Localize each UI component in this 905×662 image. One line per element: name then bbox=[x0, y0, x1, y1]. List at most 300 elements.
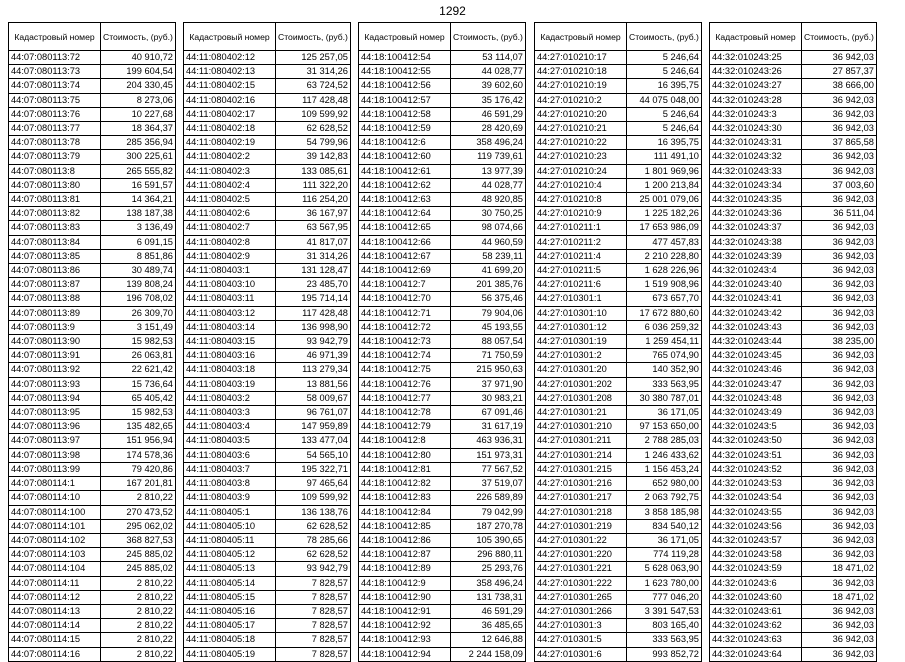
cadastral-number-cell: 44:18:100412:61 bbox=[359, 164, 451, 178]
cadastral-number-cell: 44:11:080402:2 bbox=[184, 150, 276, 164]
cadastral-number-cell: 44:07:080113:88 bbox=[9, 292, 101, 306]
cadastral-number-cell: 44:07:080114:16 bbox=[9, 647, 101, 661]
cost-cell: 125 257,05 bbox=[276, 51, 351, 65]
cadastral-number-cell: 44:07:080113:83 bbox=[9, 221, 101, 235]
table-row bbox=[535, 505, 702, 519]
table-row bbox=[184, 122, 351, 136]
cost-cell: 1 246 433,62 bbox=[627, 448, 702, 462]
table-row bbox=[9, 434, 176, 448]
cadastral-number-cell: 44:18:100412:7 bbox=[359, 278, 451, 292]
cadastral-number-cell: 44:27:010210:4 bbox=[535, 178, 627, 192]
cadastral-number-cell: 44:07:080113:77 bbox=[9, 122, 101, 136]
table-row bbox=[184, 590, 351, 604]
cost-cell: 36 942,03 bbox=[802, 278, 877, 292]
table-row bbox=[710, 178, 877, 192]
cadastral-number-cell: 44:07:080114:11 bbox=[9, 576, 101, 590]
cost-cell: 30 983,21 bbox=[451, 391, 526, 405]
cadastral-number-cell: 44:11:080402:6 bbox=[184, 207, 276, 221]
cadastral-number-cell: 44:18:100412:9 bbox=[359, 576, 451, 590]
cost-cell: 36 942,03 bbox=[802, 349, 877, 363]
cadastral-number-cell: 44:27:010301:222 bbox=[535, 576, 627, 590]
cost-cell: 44 075 048,00 bbox=[627, 93, 702, 107]
table-row bbox=[184, 604, 351, 618]
cost-cell: 53 114,07 bbox=[451, 51, 526, 65]
table-row bbox=[359, 363, 526, 377]
cost-cell: 673 657,70 bbox=[627, 292, 702, 306]
table-row bbox=[184, 249, 351, 263]
table-row bbox=[710, 590, 877, 604]
cost-cell: 226 589,89 bbox=[451, 491, 526, 505]
table-row bbox=[184, 377, 351, 391]
cost-cell: 245 885,02 bbox=[101, 562, 176, 576]
cost-cell: 15 982,53 bbox=[101, 335, 176, 349]
cost-cell: 111 491,10 bbox=[627, 150, 702, 164]
cadastral-number-cell: 44:07:080113:85 bbox=[9, 249, 101, 263]
table-row bbox=[359, 235, 526, 249]
cost-cell: 36 942,03 bbox=[802, 633, 877, 647]
table-row bbox=[359, 505, 526, 519]
cost-cell: 36 942,03 bbox=[802, 391, 877, 405]
table-row bbox=[535, 391, 702, 405]
table-row bbox=[9, 136, 176, 150]
cost-cell: 39 142,83 bbox=[276, 150, 351, 164]
cadastral-number-cell: 44:32:010243:30 bbox=[710, 122, 802, 136]
cost-cell: 56 375,46 bbox=[451, 292, 526, 306]
cost-cell: 45 193,55 bbox=[451, 320, 526, 334]
cadastral-number-cell: 44:18:100412:71 bbox=[359, 306, 451, 320]
cadastral-number-cell: 44:18:100412:89 bbox=[359, 562, 451, 576]
cost-cell: 7 828,57 bbox=[276, 576, 351, 590]
table-row bbox=[9, 93, 176, 107]
cost-cell: 54 565,10 bbox=[276, 448, 351, 462]
cadastral-number-cell: 44:07:080114:100 bbox=[9, 505, 101, 519]
cadastral-number-cell: 44:18:100412:92 bbox=[359, 619, 451, 633]
cost-cell: 65 405,42 bbox=[101, 391, 176, 405]
cadastral-number-cell: 44:18:100412:6 bbox=[359, 136, 451, 150]
cadastral-number-cell: 44:27:010301:218 bbox=[535, 505, 627, 519]
table-row bbox=[359, 51, 526, 65]
cadastral-number-cell: 44:32:010243:61 bbox=[710, 604, 802, 618]
cadastral-number-cell: 44:11:080402:3 bbox=[184, 164, 276, 178]
cost-cell: 295 062,02 bbox=[101, 519, 176, 533]
cadastral-number-cell: 44:27:010301:1 bbox=[535, 292, 627, 306]
table-row bbox=[184, 647, 351, 661]
cost-cell: 765 074,90 bbox=[627, 349, 702, 363]
cadastral-number-cell: 44:11:080402:9 bbox=[184, 249, 276, 263]
cadastral-number-cell: 44:27:010210:21 bbox=[535, 122, 627, 136]
cost-cell: 18 471,02 bbox=[802, 590, 877, 604]
cadastral-number-cell: 44:18:100412:85 bbox=[359, 519, 451, 533]
cost-cell: 15 982,53 bbox=[101, 406, 176, 420]
cadastral-number-cell: 44:32:010243:53 bbox=[710, 477, 802, 491]
cost-cell: 36 942,03 bbox=[802, 193, 877, 207]
cost-cell: 78 285,66 bbox=[276, 533, 351, 547]
cost-cell: 36 942,03 bbox=[802, 292, 877, 306]
table-row bbox=[9, 320, 176, 334]
cost-cell: 36 511,04 bbox=[802, 207, 877, 221]
table-row bbox=[535, 491, 702, 505]
table-row bbox=[710, 576, 877, 590]
cost-cell: 36 942,03 bbox=[802, 107, 877, 121]
cost-cell: 265 555,82 bbox=[101, 164, 176, 178]
table-row bbox=[9, 306, 176, 320]
cost-cell: 36 942,03 bbox=[802, 462, 877, 476]
cadastral-number-cell: 44:32:010243:46 bbox=[710, 363, 802, 377]
cost-cell: 17 653 986,09 bbox=[627, 221, 702, 235]
cost-cell: 131 738,31 bbox=[451, 590, 526, 604]
table-row bbox=[535, 93, 702, 107]
table-row bbox=[535, 150, 702, 164]
cadastral-number-cell: 44:07:080114:12 bbox=[9, 590, 101, 604]
cadastral-number-cell: 44:07:080114:103 bbox=[9, 548, 101, 562]
cost-cell: 131 128,47 bbox=[276, 264, 351, 278]
cost-cell: 44 960,59 bbox=[451, 235, 526, 249]
cadastral-number-cell: 44:27:010210:23 bbox=[535, 150, 627, 164]
cost-cell: 1 156 453,24 bbox=[627, 462, 702, 476]
cost-cell: 803 165,40 bbox=[627, 619, 702, 633]
header-cost: Стоимость, (руб.) bbox=[627, 23, 702, 51]
cadastral-number-cell: 44:32:010243:26 bbox=[710, 65, 802, 79]
table-row bbox=[710, 235, 877, 249]
table-row bbox=[710, 533, 877, 547]
cadastral-number-cell: 44:32:010243:64 bbox=[710, 647, 802, 661]
cadastral-number-cell: 44:27:010210:17 bbox=[535, 51, 627, 65]
cadastral-number-cell: 44:07:080114:104 bbox=[9, 562, 101, 576]
table-row bbox=[535, 292, 702, 306]
cost-cell: 3 858 185,98 bbox=[627, 505, 702, 519]
table-row bbox=[184, 320, 351, 334]
cost-cell: 30 489,74 bbox=[101, 264, 176, 278]
table-row bbox=[710, 477, 877, 491]
cost-cell: 36 942,03 bbox=[802, 448, 877, 462]
cost-cell: 46 591,29 bbox=[451, 107, 526, 121]
cadastral-number-cell: 44:07:080113:90 bbox=[9, 335, 101, 349]
cadastral-number-cell: 44:18:100412:75 bbox=[359, 363, 451, 377]
cadastral-number-cell: 44:11:080403:16 bbox=[184, 349, 276, 363]
cost-cell: 2 810,22 bbox=[101, 647, 176, 661]
table-row bbox=[535, 306, 702, 320]
cost-cell: 358 496,24 bbox=[451, 136, 526, 150]
cost-cell: 1 225 182,26 bbox=[627, 207, 702, 221]
table-row bbox=[535, 519, 702, 533]
cadastral-number-cell: 44:11:080403:19 bbox=[184, 377, 276, 391]
cost-cell: 2 810,22 bbox=[101, 491, 176, 505]
cadastral-number-cell: 44:18:100412:58 bbox=[359, 107, 451, 121]
table-row bbox=[535, 264, 702, 278]
table-row bbox=[710, 79, 877, 93]
cost-cell: 109 599,92 bbox=[276, 107, 351, 121]
cost-cell: 16 591,57 bbox=[101, 178, 176, 192]
cadastral-number-cell: 44:11:080403:14 bbox=[184, 320, 276, 334]
table-row bbox=[359, 335, 526, 349]
cadastral-number-cell: 44:11:080403:11 bbox=[184, 292, 276, 306]
table-row bbox=[184, 107, 351, 121]
cost-cell: 58 239,11 bbox=[451, 249, 526, 263]
table-row bbox=[359, 65, 526, 79]
cadastral-number-cell: 44:32:010243:38 bbox=[710, 235, 802, 249]
cadastral-number-cell: 44:07:080113:99 bbox=[9, 462, 101, 476]
cost-cell: 14 364,21 bbox=[101, 193, 176, 207]
cost-cell: 62 628,52 bbox=[276, 548, 351, 562]
table-row bbox=[710, 150, 877, 164]
cost-cell: 1 801 969,96 bbox=[627, 164, 702, 178]
cost-cell: 7 828,57 bbox=[276, 604, 351, 618]
table-row bbox=[9, 207, 176, 221]
cadastral-number-cell: 44:18:100412:74 bbox=[359, 349, 451, 363]
table-row bbox=[710, 249, 877, 263]
table-row bbox=[359, 122, 526, 136]
cost-cell: 23 485,70 bbox=[276, 278, 351, 292]
cadastral-number-cell: 44:27:010211:6 bbox=[535, 278, 627, 292]
cadastral-number-cell: 44:07:080114:14 bbox=[9, 619, 101, 633]
table-row bbox=[9, 51, 176, 65]
cadastral-number-cell: 44:27:010301:266 bbox=[535, 604, 627, 618]
cost-cell: 105 390,65 bbox=[451, 533, 526, 547]
cost-cell: 139 808,24 bbox=[101, 278, 176, 292]
cadastral-number-cell: 44:27:010301:211 bbox=[535, 434, 627, 448]
cadastral-number-cell: 44:11:080405:19 bbox=[184, 647, 276, 661]
cost-cell: 36 942,03 bbox=[802, 150, 877, 164]
cost-cell: 44 028,77 bbox=[451, 178, 526, 192]
table-row bbox=[535, 420, 702, 434]
cost-cell: 36 942,03 bbox=[802, 93, 877, 107]
table-row bbox=[9, 647, 176, 661]
cadastral-number-cell: 44:18:100412:86 bbox=[359, 533, 451, 547]
table-row bbox=[184, 235, 351, 249]
table-row bbox=[535, 576, 702, 590]
header-cadastral-number: Кадастровый номер bbox=[359, 23, 451, 51]
cost-cell: 36 942,03 bbox=[802, 320, 877, 334]
table-row bbox=[184, 221, 351, 235]
table-row bbox=[9, 178, 176, 192]
cost-cell: 215 950,63 bbox=[451, 363, 526, 377]
cadastral-number-cell: 44:32:010243:54 bbox=[710, 491, 802, 505]
cadastral-number-cell: 44:18:100412:69 bbox=[359, 264, 451, 278]
cadastral-number-cell: 44:07:080113:73 bbox=[9, 65, 101, 79]
cost-cell: 5 246,64 bbox=[627, 107, 702, 121]
cadastral-number-cell: 44:18:100412:78 bbox=[359, 406, 451, 420]
table-header-row bbox=[535, 23, 702, 51]
cost-cell: 30 750,25 bbox=[451, 207, 526, 221]
table-row bbox=[359, 150, 526, 164]
table-row bbox=[9, 150, 176, 164]
cadastral-number-cell: 44:32:010243:56 bbox=[710, 519, 802, 533]
cadastral-table bbox=[709, 22, 877, 662]
table-row bbox=[710, 93, 877, 107]
cadastral-number-cell: 44:11:080403:15 bbox=[184, 335, 276, 349]
cost-cell: 31 314,26 bbox=[276, 65, 351, 79]
cost-cell: 1 519 908,96 bbox=[627, 278, 702, 292]
cadastral-number-cell: 44:32:010243:49 bbox=[710, 406, 802, 420]
cadastral-number-cell: 44:11:080402:18 bbox=[184, 122, 276, 136]
table-row bbox=[9, 604, 176, 618]
cost-cell: 28 420,69 bbox=[451, 122, 526, 136]
cost-cell: 136 138,76 bbox=[276, 505, 351, 519]
cadastral-number-cell: 44:07:080113:94 bbox=[9, 391, 101, 405]
cost-cell: 79 420,86 bbox=[101, 462, 176, 476]
table-row bbox=[710, 320, 877, 334]
cadastral-number-cell: 44:27:010301:22 bbox=[535, 533, 627, 547]
cadastral-number-cell: 44:27:010301:3 bbox=[535, 619, 627, 633]
cadastral-number-cell: 44:27:010210:24 bbox=[535, 164, 627, 178]
table-row bbox=[710, 136, 877, 150]
table-row bbox=[710, 193, 877, 207]
cadastral-number-cell: 44:11:080403:4 bbox=[184, 420, 276, 434]
cadastral-table bbox=[183, 22, 351, 662]
cost-cell: 37 519,07 bbox=[451, 477, 526, 491]
cadastral-number-cell: 44:07:080113:81 bbox=[9, 193, 101, 207]
cost-cell: 98 074,66 bbox=[451, 221, 526, 235]
page-number: 1292 bbox=[439, 4, 466, 18]
table-row bbox=[535, 235, 702, 249]
cost-cell: 38 235,00 bbox=[802, 335, 877, 349]
table-row bbox=[9, 107, 176, 121]
cost-cell: 195 322,71 bbox=[276, 462, 351, 476]
cadastral-number-cell: 44:18:100412:65 bbox=[359, 221, 451, 235]
table-row bbox=[184, 420, 351, 434]
table-row bbox=[184, 406, 351, 420]
cost-cell: 358 496,24 bbox=[451, 576, 526, 590]
table-row bbox=[184, 292, 351, 306]
cadastral-number-cell: 44:07:080113:75 bbox=[9, 93, 101, 107]
cadastral-number-cell: 44:11:080402:17 bbox=[184, 107, 276, 121]
cost-cell: 187 270,78 bbox=[451, 519, 526, 533]
table-row bbox=[710, 264, 877, 278]
cost-cell: 36 942,03 bbox=[802, 264, 877, 278]
table-row bbox=[184, 477, 351, 491]
table-row bbox=[710, 406, 877, 420]
cadastral-number-cell: 44:18:100412:73 bbox=[359, 335, 451, 349]
cadastral-number-cell: 44:32:010243:25 bbox=[710, 51, 802, 65]
table-row bbox=[9, 79, 176, 93]
cadastral-number-cell: 44:32:010243:3 bbox=[710, 107, 802, 121]
cost-cell: 36 171,05 bbox=[627, 533, 702, 547]
cost-cell: 97 153 650,00 bbox=[627, 420, 702, 434]
cadastral-number-cell: 44:27:010211:5 bbox=[535, 264, 627, 278]
table-row bbox=[359, 448, 526, 462]
cadastral-number-cell: 44:18:100412:55 bbox=[359, 65, 451, 79]
cadastral-number-cell: 44:32:010243:34 bbox=[710, 178, 802, 192]
table-row bbox=[184, 164, 351, 178]
cost-cell: 117 428,48 bbox=[276, 306, 351, 320]
cost-cell: 2 810,22 bbox=[101, 604, 176, 618]
cadastral-number-cell: 44:11:080402:4 bbox=[184, 178, 276, 192]
cadastral-number-cell: 44:07:080113:74 bbox=[9, 79, 101, 93]
cadastral-number-cell: 44:07:080113:9 bbox=[9, 320, 101, 334]
cost-cell: 5 246,64 bbox=[627, 51, 702, 65]
table-row bbox=[710, 519, 877, 533]
table-row bbox=[359, 193, 526, 207]
cost-cell: 113 279,34 bbox=[276, 363, 351, 377]
table-row bbox=[359, 434, 526, 448]
table-row bbox=[359, 164, 526, 178]
cost-cell: 25 293,76 bbox=[451, 562, 526, 576]
cadastral-number-cell: 44:32:010243:36 bbox=[710, 207, 802, 221]
table-row bbox=[535, 178, 702, 192]
cadastral-number-cell: 44:32:010243:40 bbox=[710, 278, 802, 292]
table-row bbox=[710, 107, 877, 121]
cadastral-number-cell: 44:27:010301:216 bbox=[535, 477, 627, 491]
table-row bbox=[535, 363, 702, 377]
cadastral-number-cell: 44:32:010243:47 bbox=[710, 377, 802, 391]
cadastral-number-cell: 44:11:080403:9 bbox=[184, 491, 276, 505]
cadastral-number-cell: 44:18:100412:63 bbox=[359, 193, 451, 207]
cost-cell: 245 885,02 bbox=[101, 548, 176, 562]
cost-cell: 36 942,03 bbox=[802, 406, 877, 420]
cost-cell: 44 028,77 bbox=[451, 65, 526, 79]
cadastral-number-cell: 44:07:080114:10 bbox=[9, 491, 101, 505]
cadastral-number-cell: 44:18:100412:80 bbox=[359, 448, 451, 462]
table-row bbox=[710, 505, 877, 519]
table-row bbox=[9, 519, 176, 533]
cost-cell: 285 356,94 bbox=[101, 136, 176, 150]
table-row bbox=[359, 604, 526, 618]
table-row bbox=[359, 377, 526, 391]
cost-cell: 48 920,85 bbox=[451, 193, 526, 207]
table-header-row bbox=[710, 23, 877, 51]
table-row bbox=[710, 448, 877, 462]
cost-cell: 93 942,79 bbox=[276, 562, 351, 576]
cadastral-number-cell: 44:07:080113:92 bbox=[9, 363, 101, 377]
cost-cell: 36 942,03 bbox=[802, 164, 877, 178]
table-row bbox=[535, 107, 702, 121]
cost-cell: 36 942,03 bbox=[802, 420, 877, 434]
cadastral-number-cell: 44:18:100412:81 bbox=[359, 462, 451, 476]
cadastral-number-cell: 44:11:080402:15 bbox=[184, 79, 276, 93]
cadastral-number-cell: 44:11:080405:11 bbox=[184, 533, 276, 547]
table-row bbox=[710, 647, 877, 661]
table-row bbox=[535, 207, 702, 221]
table-row bbox=[710, 462, 877, 476]
cadastral-number-cell: 44:07:080113:98 bbox=[9, 448, 101, 462]
cadastral-number-cell: 44:32:010243:50 bbox=[710, 434, 802, 448]
cost-cell: 18 364,37 bbox=[101, 122, 176, 136]
cost-cell: 1 259 454,11 bbox=[627, 335, 702, 349]
table-row bbox=[9, 505, 176, 519]
cost-cell: 36 942,03 bbox=[802, 377, 877, 391]
cost-cell: 2 210 228,80 bbox=[627, 249, 702, 263]
cost-cell: 15 736,64 bbox=[101, 377, 176, 391]
table-row bbox=[359, 462, 526, 476]
cost-cell: 2 244 158,09 bbox=[451, 647, 526, 661]
cadastral-number-cell: 44:11:080405:16 bbox=[184, 604, 276, 618]
table-row bbox=[710, 349, 877, 363]
cost-cell: 3 136,49 bbox=[101, 221, 176, 235]
table-row bbox=[184, 391, 351, 405]
cadastral-number-cell: 44:18:100412:93 bbox=[359, 633, 451, 647]
table-row bbox=[9, 363, 176, 377]
cadastral-number-cell: 44:32:010243:48 bbox=[710, 391, 802, 405]
cadastral-number-cell: 44:07:080114:13 bbox=[9, 604, 101, 618]
table-row bbox=[535, 448, 702, 462]
table-row bbox=[710, 604, 877, 618]
table-row bbox=[359, 320, 526, 334]
cadastral-number-cell: 44:07:080113:91 bbox=[9, 349, 101, 363]
cadastral-number-cell: 44:18:100412:83 bbox=[359, 491, 451, 505]
cost-cell: 333 563,95 bbox=[627, 633, 702, 647]
cadastral-number-cell: 44:07:080113:8 bbox=[9, 164, 101, 178]
cadastral-number-cell: 44:27:010301:221 bbox=[535, 562, 627, 576]
cost-cell: 36 942,03 bbox=[802, 235, 877, 249]
cadastral-number-cell: 44:32:010243:43 bbox=[710, 320, 802, 334]
cadastral-number-cell: 44:18:100412:62 bbox=[359, 178, 451, 192]
table-row bbox=[359, 519, 526, 533]
cadastral-number-cell: 44:11:080402:7 bbox=[184, 221, 276, 235]
cadastral-number-cell: 44:27:010301:21 bbox=[535, 406, 627, 420]
table-row bbox=[184, 93, 351, 107]
cadastral-number-cell: 44:11:080402:16 bbox=[184, 93, 276, 107]
cost-cell: 36 942,03 bbox=[802, 434, 877, 448]
